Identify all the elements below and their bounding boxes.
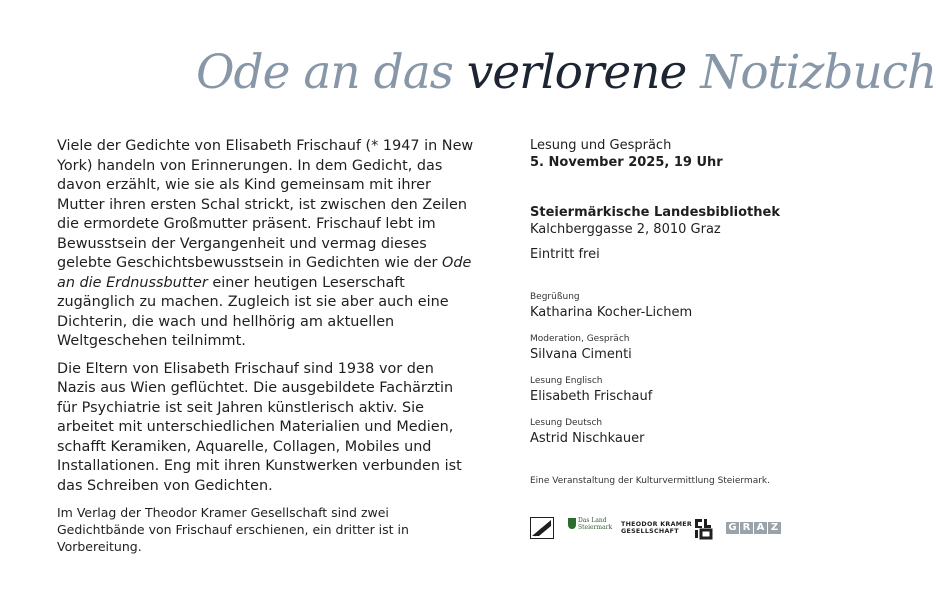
event-type: Lesung und Gespräch xyxy=(530,138,672,153)
event-address: Kalchberggasse 2, 8010 Graz xyxy=(530,222,721,237)
role-person: Silvana Cimenti xyxy=(530,347,632,362)
event-venue: Steiermärkische Landesbibliothek xyxy=(530,205,780,220)
land-steiermark-logo: Das Land Steiermark xyxy=(568,517,614,539)
sponsor-logos xyxy=(530,517,785,541)
shield-icon xyxy=(568,518,576,529)
role-label: Moderation, Gespräch xyxy=(530,334,630,344)
role-person: Astrid Nischkauer xyxy=(530,431,645,446)
main-text xyxy=(57,137,477,555)
title-part-1: Ode an das xyxy=(196,45,467,100)
theodor-kramer-logo: THEODOR KRAMER GESELLSCHAFT xyxy=(621,521,693,535)
event-date: 5. November 2025, 19 Uhr xyxy=(530,155,723,170)
paragraph-3: Im Verlag der Theodor Kramer Gesellschaft sind zwei Gedichtbände von Frischauf erschienen, ein dritter ist in Vorbereitung. xyxy=(57,505,409,554)
role-label: Lesung Englisch xyxy=(530,376,603,386)
title-part-2: verlorene xyxy=(466,45,687,100)
clio-logo xyxy=(693,517,713,540)
role-label: Lesung Deutsch xyxy=(530,418,603,428)
title-part-3: Notizbuch xyxy=(686,45,936,100)
poem-title: Ode an die Erdnussbutter xyxy=(57,255,472,291)
organizer-note: Eine Veranstaltung der Kulturvermittlung Steiermark. xyxy=(530,476,770,486)
role-person: Elisabeth Frischauf xyxy=(530,389,653,404)
paragraph-2: Die Eltern von Elisabeth Frischauf sind 1938 vor den Nazis aus Wien geflüchtet. Die ausgebildete Fachärztin für Psychiatrie ist seit Jahren künstlerisch aktiv. Sie arbeitet mit unterschiedlichen Materialien und Medien, schafft Keramiken, Aquarelle, Collagen, Mobiles und Installationen. Eng mit ihren Kunstwerken verbunden ist das Schreiben von Gedichten. xyxy=(57,360,462,494)
event-admission: Eintritt frei xyxy=(530,247,600,262)
role-person: Katharina Kocher-Lichem xyxy=(530,305,693,320)
page-title xyxy=(196,38,936,108)
paragraph-1: Viele der Gedichte von Elisabeth Frischauf (* 1947 in New York) handeln von Erinnerungen. In dem Gedicht, das davon erzählt, wie sie als Kind gemeinsam mit ihrer Mutter ihren ersten Schal strickt, ist zwischen den Zeilen die ermordete Großmutter präsent. Frischauf lebt im Bewusstsein der Vergangenheit und vermag dieses gelebte Geschichtsbewusstsein in Gedichten wie der Ode an die Erdnussbutter einer heutigen Leserschaft zugänglich zu machen. Zugleich ist sie aber auch eine Dichterin, die wach und hellhörig am aktuellen Weltgeschehen teilnimmt. xyxy=(57,138,474,349)
graz-logo: G R A Z xyxy=(726,522,781,534)
role-label: Begrüßung xyxy=(530,292,580,302)
kulturvermittlung-logo xyxy=(530,517,554,539)
